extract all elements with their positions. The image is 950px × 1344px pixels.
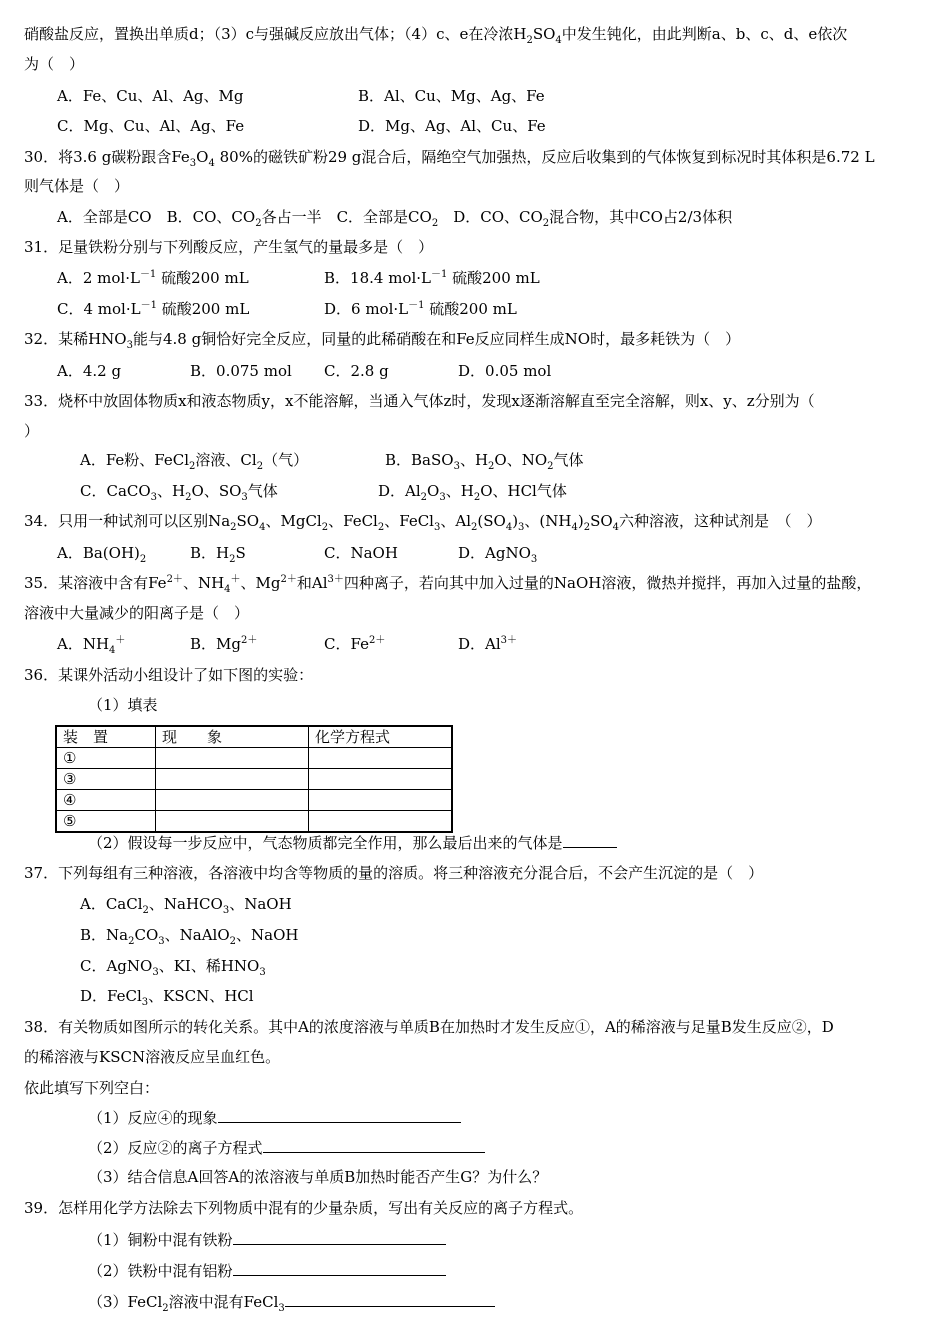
q29-option-a: A．Fe、Cu、Al、Ag、Mg — [57, 87, 244, 105]
q35-option-c: C．$Fe^{2+}$ — [324, 635, 386, 653]
q37-option-c: C．AgNO$_3$、KI、稀$HNO_3$ — [80, 957, 266, 978]
table-row — [56, 748, 452, 769]
q39-part2: （2）铁粉中混有铝粉 — [88, 1260, 446, 1281]
table-cell-blank[interactable] — [309, 790, 453, 811]
q34-option-b: B．$H_2S$ — [190, 544, 246, 565]
q35-option-b: B．$Mg^{2+}$ — [190, 635, 258, 653]
q36-part1-label: （1）填表 — [88, 696, 158, 714]
q34-option-d: D．AgNO$_3$ — [458, 544, 538, 565]
table-cell-blank[interactable] — [309, 769, 453, 790]
table-cell-blank[interactable] — [309, 748, 453, 769]
q33-option-a: A．Fe粉、FeCl$_2$溶液、$Cl_2$（气） — [80, 451, 309, 472]
q39-part3: （3）FeCl$_2$溶液中混有FeCl$_3$ — [88, 1291, 495, 1312]
q35-option-d: D．$Al^{3+}$ — [458, 635, 518, 653]
q37-stem: 37．下列每组有三种溶液，各溶液中均含等物质的量的溶质。将三种溶液充分混合后，不会产生沉淀的是（ ） — [24, 864, 764, 882]
answer-blank[interactable] — [233, 1260, 446, 1276]
q31-stem: 31．足量铁粉分别与下列酸反应，产生氢气的量最多是（ ） — [24, 238, 434, 256]
answer-blank[interactable] — [285, 1291, 495, 1307]
table-cell: ③ — [56, 769, 156, 790]
q38-instruction: 依此填写下列空白： — [24, 1079, 160, 1097]
q38-part1: （1）反应④的现象 — [88, 1107, 461, 1128]
q36-fill-table — [55, 725, 453, 833]
q37-option-d: D．FeCl$_3$、KSCN、HCl — [80, 987, 254, 1008]
q35-stem-line2: 溶液中大量减少的阳离子是（ ） — [24, 604, 250, 622]
table-cell-blank[interactable] — [156, 790, 309, 811]
table-row — [56, 790, 452, 811]
table-cell-blank[interactable] — [156, 769, 309, 790]
table-header-row — [56, 726, 452, 748]
table-cell: ⑤ — [56, 811, 156, 833]
q30-options: A．全部是CO B．CO、$CO_2$各占一半 C．全部是$CO_2$ D．CO、$CO_2$混合物，其中CO占2/3体积 — [57, 208, 733, 229]
q30-stem-line1: 30．将3.6 g碳粉跟含$Fe_3O_4$ 80%的磁铁矿粉29 g混合后，隔绝空气加强热，反应后收集到的气体恢复到标况时其体积是6.72 L — [24, 148, 875, 169]
q35-stem-line1: 35．某溶液中含有$Fe^{2+}$、$NH_4^+$、$Mg^{2+}$和$Al^{3+}$四种离子，若向其中加入过量的NaOH溶液，微热并搅拌，再加入过量的盐酸， — [24, 574, 872, 595]
table-cell-blank[interactable] — [309, 811, 453, 833]
q33-option-c: C．CaCO$_3$、$H_2O$、$SO_3$气体 — [80, 482, 278, 503]
q33-option-d: D．$Al_2O_3$、$H_2O$、HCl气体 — [378, 482, 567, 503]
answer-blank[interactable] — [263, 1137, 485, 1153]
q29-option-b: B．Al、Cu、Mg、Ag、Fe — [358, 87, 545, 105]
q31-option-b: B．18.4 $mol\cdot L^{-1}$ 硫酸200 mL — [324, 269, 540, 287]
table-header-cell: 装 置 — [56, 726, 156, 748]
q34-stem: 34．只用一种试剂可以区别$Na_2SO_4$、MgCl$_2$、FeCl$_2$、FeCl$_3$、$Al_2(SO_4)_3$、$(NH_4)_2SO_4$六种溶液，这种试剂是 （ ） — [24, 512, 822, 533]
q38-stem-line2: 的稀溶液与KSCN溶液反应呈血红色。 — [24, 1048, 281, 1066]
q29-continuation-line2: 为（ ） — [24, 55, 85, 73]
answer-blank[interactable] — [563, 832, 617, 848]
table-header-cell: 现 象 — [156, 726, 309, 748]
table-cell: ① — [56, 748, 156, 769]
q32-option-c: C．2.8 g — [324, 362, 389, 380]
q39-stem: 39．怎样用化学方法除去下列物质中混有的少量杂质，写出有关反应的离子方程式。 — [24, 1199, 584, 1217]
q34-option-a: A．$Ba(OH)_2$ — [57, 544, 147, 565]
q35-option-a: A．$NH_4^+$ — [57, 635, 126, 656]
q36-stem: 36．某课外活动小组设计了如下图的实验： — [24, 666, 314, 684]
q32-option-b: B．0.075 mol — [190, 362, 292, 380]
q38-part3: （3）结合信息A回答A的浓溶液与单质B加热时能否产生G？为什么？ — [88, 1168, 548, 1186]
q29-option-c: C．Mg、Cu、Al、Ag、Fe — [57, 117, 245, 135]
table-header-cell: 化学方程式 — [309, 726, 453, 748]
q38-part2: （2）反应②的离子方程式 — [88, 1137, 485, 1158]
q37-option-a: A．CaCl$_2$、NaHCO$_3$、NaOH — [80, 895, 292, 916]
q34-option-c: C．NaOH — [324, 544, 398, 562]
answer-blank[interactable] — [233, 1229, 446, 1245]
q31-option-d: D．6 $mol\cdot L^{-1}$ 硫酸200 mL — [324, 300, 517, 318]
table-cell-blank[interactable] — [156, 811, 309, 833]
q33-option-b: B．BaSO$_3$、$H_2O$、$NO_2$气体 — [385, 451, 584, 472]
answer-blank[interactable] — [218, 1107, 461, 1123]
q32-option-a: A．4.2 g — [57, 362, 122, 380]
q33-stem-end: ） — [24, 422, 40, 440]
q30-stem-line2: 则气体是（ ） — [24, 177, 130, 195]
q38-stem-line1: 38．有关物质如图所示的转化关系。其中A的浓度溶液与单质B在加热时才发生反应①，A的稀溶液与足量B发生反应②，D — [24, 1018, 834, 1036]
q36-part2: （2）假设每一步反应中，气态物质都完全作用，那么最后出来的气体是 — [88, 832, 617, 853]
table-row — [56, 769, 452, 790]
table-row — [56, 811, 452, 833]
q29-continuation-line1: 硝酸盐反应，置换出单质d；（3）c与强碱反应放出气体；（4）c、e在冷浓$H_2SO_4$中发生钝化，由此判断a、b、c、d、e依次 — [24, 25, 848, 46]
q29-option-d: D．Mg、Ag、Al、Cu、Fe — [358, 117, 546, 135]
q39-part1: （1）铜粉中混有铁粉 — [88, 1229, 446, 1250]
table-cell-blank[interactable] — [156, 748, 309, 769]
q31-option-c: C．4 $mol\cdot L^{-1}$ 硫酸200 mL — [57, 300, 250, 318]
q37-option-b: B．$Na_2CO_3$、NaAlO$_2$、NaOH — [80, 926, 299, 947]
table-cell: ④ — [56, 790, 156, 811]
q31-option-a: A．2 $mol\cdot L^{-1}$ 硫酸200 mL — [57, 269, 249, 287]
q32-stem: 32．某稀$HNO_3$能与4.8 g铜恰好完全反应，同量的此稀硝酸在和Fe反应同样生成NO时，最多耗铁为（ ） — [24, 330, 741, 351]
q32-option-d: D．0.05 mol — [458, 362, 552, 380]
q33-stem: 33．烧杯中放固体物质x和液态物质y，x不能溶解，当通入气体z时，发现x逐渐溶解直至完全溶解，则x、y、z分别为（ — [24, 392, 815, 410]
